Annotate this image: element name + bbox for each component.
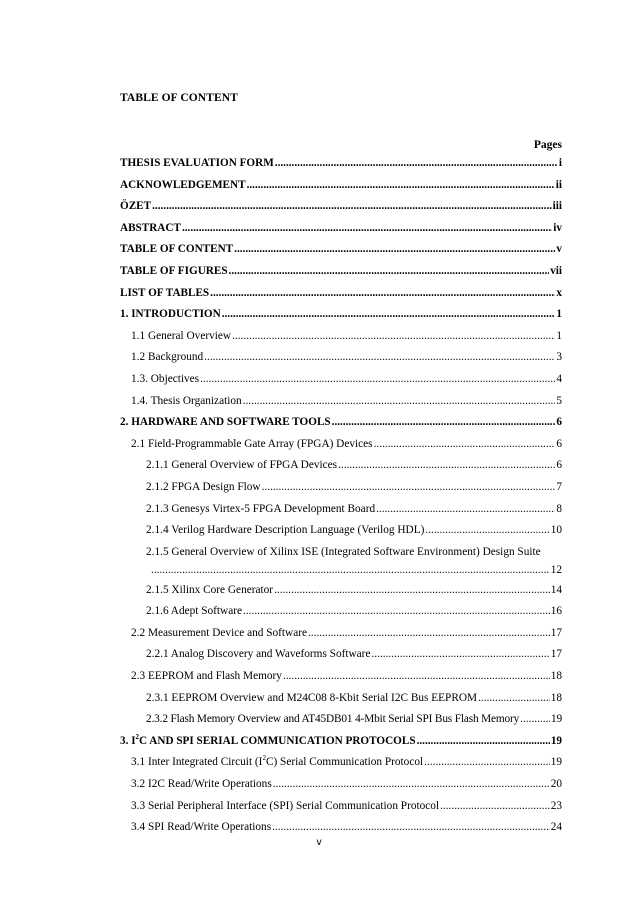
table-of-contents: [120, 153, 562, 839]
toc-entry-page: 24: [550, 821, 562, 834]
toc-entry[interactable]: [120, 175, 562, 197]
leader-dots: [151, 560, 550, 582]
page-number: v: [316, 837, 322, 848]
leader-dots: [440, 796, 550, 818]
toc-entry-title: TABLE OF FIGURES: [120, 264, 228, 277]
leader-dots: [229, 261, 550, 283]
leader-dots: [274, 580, 550, 602]
toc-entry[interactable]: [120, 391, 562, 413]
toc-entry-page: 3: [556, 351, 562, 364]
toc-entry[interactable]: [120, 644, 562, 666]
toc-entry-title: 2.2 Measurement Device and Software: [131, 626, 307, 639]
leader-dots: [204, 347, 555, 369]
leader-dots: [371, 644, 549, 666]
toc-entry-page: 14: [550, 583, 562, 596]
toc-entry[interactable]: [120, 218, 562, 240]
toc-entry-page: 23: [550, 799, 562, 812]
leader-dots: [376, 499, 555, 521]
leader-dots: [425, 520, 549, 542]
superscript: 2: [135, 732, 140, 741]
toc-entry-title: 1. INTRODUCTION: [120, 308, 221, 321]
leader-dots: [222, 304, 556, 326]
toc-entry-title: LIST OF TABLES: [120, 286, 210, 299]
toc-entry[interactable]: [120, 326, 562, 348]
toc-entry-page: 6: [556, 459, 562, 472]
toc-entry[interactable]: [120, 542, 562, 580]
toc-entry-title-part: 3. I: [120, 734, 136, 747]
toc-entry[interactable]: [120, 774, 562, 796]
toc-entry[interactable]: [120, 347, 562, 369]
leader-dots: [234, 239, 555, 261]
toc-entry-page: iii: [552, 200, 562, 213]
leader-dots: [272, 817, 550, 839]
toc-entry[interactable]: [120, 369, 562, 391]
toc-entry-page: 18: [550, 691, 562, 704]
toc-entry-page: 6: [556, 437, 562, 450]
toc-entry-title: 1.4. Thesis Organization: [131, 394, 242, 407]
toc-entry-title: 2.1.4 Verilog Hardware Description Language (Verilog HDL): [146, 524, 425, 537]
toc-entry[interactable]: [120, 752, 562, 774]
toc-entry-page: 19: [551, 713, 562, 726]
toc-entry-page: 1: [556, 329, 562, 342]
toc-entry-page: 10: [550, 524, 562, 537]
toc-entry-title: 2.2.1 Analog Discovery and Waveforms Software: [146, 648, 371, 661]
toc-entry-page: 5: [556, 394, 562, 407]
pages-column-label: Pages: [533, 139, 562, 151]
toc-entry[interactable]: [120, 731, 562, 753]
toc-entry[interactable]: [120, 817, 562, 839]
toc-entry[interactable]: [120, 477, 562, 499]
toc-entry[interactable]: [120, 601, 562, 623]
leader-dots: [200, 369, 555, 391]
toc-entry-page: 17: [550, 648, 562, 661]
toc-entry-title: ÖZET: [120, 200, 152, 213]
toc-entry-title: 2.1 Field-Programmable Gate Array (FPGA) Devices: [131, 437, 373, 450]
toc-entry-title: 2.3 EEPROM and Flash Memory: [131, 670, 282, 683]
toc-entry-page: 7: [556, 480, 562, 493]
toc-entry[interactable]: [120, 623, 562, 645]
leader-dots: [210, 283, 555, 305]
toc-entry-page: 8: [556, 502, 562, 515]
toc-entry[interactable]: [120, 796, 562, 818]
toc-entry-title: 2.3.2 Flash Memory Overview and AT45DB01 4-Mbit Serial SPI Bus Flash Memory: [146, 713, 520, 726]
leader-dots: [262, 477, 556, 499]
toc-entry-title: 3.2 I2C Read/Write Operations: [131, 778, 272, 791]
toc-entry-title: 1.2 Background: [131, 351, 204, 364]
toc-entry-page: 4: [556, 372, 562, 385]
toc-entry-page: 18: [550, 670, 562, 683]
leader-dots: [243, 601, 550, 623]
toc-entry-title: [131, 752, 423, 774]
leader-dots: [338, 455, 555, 477]
leader-dots: [332, 412, 556, 434]
toc-entry-page: 20: [550, 778, 562, 791]
toc-entry-page: 19: [550, 756, 562, 769]
toc-entry[interactable]: [120, 239, 562, 261]
toc-entry-page: x: [556, 286, 562, 299]
toc-entry[interactable]: [120, 688, 562, 710]
toc-entry-page: 19: [550, 734, 562, 747]
toc-entry-title: [120, 731, 416, 753]
toc-entry-title: ABSTRACT: [120, 221, 181, 234]
leader-dots: [275, 153, 558, 175]
toc-entry-title: 3.3 Serial Peripheral Interface (SPI) Serial Communication Protocol: [131, 799, 440, 812]
toc-entry-page: 17: [550, 626, 562, 639]
toc-entry-page: 12: [550, 563, 562, 576]
leader-dots: [520, 709, 550, 731]
leader-dots: [424, 752, 550, 774]
leader-dots: [247, 175, 555, 197]
toc-entry[interactable]: [120, 499, 562, 521]
toc-entry[interactable]: [120, 520, 562, 542]
leader-dots: [374, 434, 556, 456]
leader-dots: [273, 774, 550, 796]
toc-entry[interactable]: [120, 153, 562, 175]
toc-entry[interactable]: [120, 580, 562, 602]
toc-entry[interactable]: [120, 434, 562, 456]
toc-entry[interactable]: [120, 304, 562, 326]
toc-entry-title: 2.1.1 General Overview of FPGA Devices: [146, 459, 338, 472]
toc-entry-title: 2.1.3 Genesys Virtex-5 FPGA Development Board: [146, 502, 376, 515]
toc-entry-title-part: 3.1 Inter Integrated Circuit (I: [131, 756, 263, 769]
toc-entry-title-part: C AND SPI SERIAL COMMUNICATION PROTOCOLS: [139, 734, 416, 747]
toc-entry-title: 2.3.1 EEPROM Overview and M24C08 8-Kbit Serial I2C Bus EEPROM: [146, 691, 478, 704]
toc-entry-title: 2. HARDWARE AND SOFTWARE TOOLS: [120, 416, 331, 429]
toc-entry-page: ii: [555, 178, 562, 191]
toc-entry[interactable]: [120, 666, 562, 688]
toc-entry[interactable]: [120, 709, 562, 731]
leader-dots: [232, 326, 555, 348]
leader-dots: [417, 731, 550, 753]
toc-entry-page: 6: [556, 416, 562, 429]
leader-dots: [308, 623, 550, 645]
toc-entry[interactable]: [120, 412, 562, 434]
leader-dots: [152, 196, 552, 218]
toc-entry-title: 2.1.5 Xilinx Core Generator: [146, 583, 274, 596]
toc-entry-page: i: [558, 157, 562, 169]
toc-entry[interactable]: [120, 283, 562, 305]
toc-entry-title: TABLE OF CONTENT: [120, 243, 234, 256]
toc-entry-title: 2.1.2 FPGA Design Flow: [146, 480, 261, 493]
toc-entry-title-part: C) Serial Communication Protocol: [265, 756, 424, 769]
toc-entry-title: ACKNOWLEDGEMENT: [120, 178, 246, 191]
toc-entry[interactable]: [120, 261, 562, 283]
superscript: 2: [262, 754, 266, 763]
toc-entry-title: 2.1.5 General Overview of Xilinx ISE (Integrated Software Environment) Design Suite: [146, 545, 541, 558]
toc-entry-page: vii: [550, 264, 562, 277]
toc-entry-title: THESIS EVALUATION FORM: [120, 157, 274, 169]
toc-entry-title: 3.4 SPI Read/Write Operations: [131, 821, 272, 834]
toc-entry[interactable]: [120, 455, 562, 477]
toc-entry-page: 16: [550, 605, 562, 618]
leader-dots: [182, 218, 552, 240]
page-title: TABLE OF CONTENT: [120, 92, 238, 104]
toc-entry-page: 1: [556, 308, 562, 321]
leader-dots: [243, 391, 556, 413]
toc-entry-page: v: [556, 243, 562, 256]
leader-dots: [283, 666, 550, 688]
leader-dots: [478, 688, 550, 710]
toc-entry-title: 1.3. Objectives: [131, 372, 200, 385]
toc-entry[interactable]: [120, 196, 562, 218]
toc-entry-page: iv: [553, 221, 562, 234]
toc-entry-title: 2.1.6 Adept Software: [146, 605, 243, 618]
toc-entry-title: 1.1 General Overview: [131, 329, 232, 342]
